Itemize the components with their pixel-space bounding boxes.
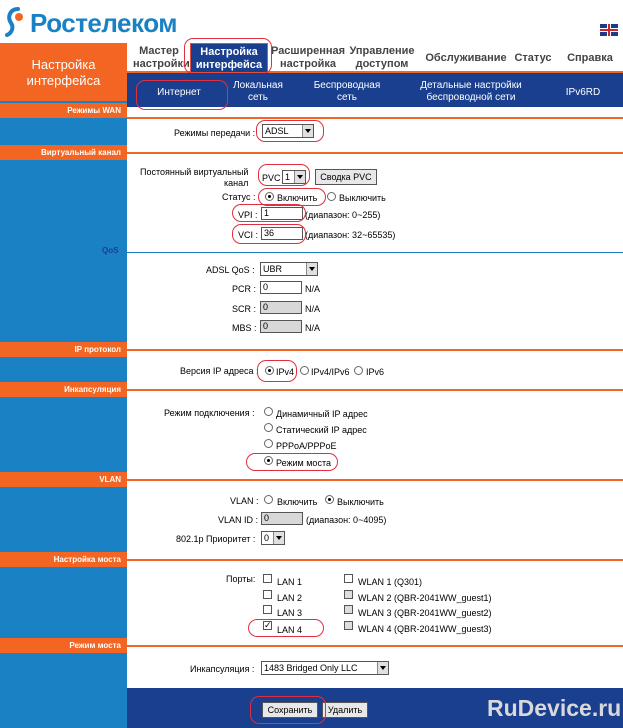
nav-wizard[interactable]: Мастер настройки — [133, 45, 190, 70]
wlan2-checkbox[interactable] — [344, 590, 353, 599]
scr-na: N/A — [305, 304, 321, 314]
vlan-off-radio[interactable] — [325, 495, 334, 504]
vci-range: (диапазон: 32~65535) — [305, 230, 396, 240]
wlan1-checkbox[interactable] — [344, 574, 353, 583]
nav-interface-setup[interactable]: Настройка интерфейса — [190, 43, 268, 73]
lan1-checkbox[interactable] — [263, 574, 272, 583]
wan-mode-select[interactable]: ADSL — [262, 124, 314, 138]
nav-status[interactable]: Статус — [514, 52, 552, 64]
subnav-internet[interactable]: Интернет — [157, 87, 201, 98]
nav-advanced[interactable]: Расширенная настройка — [271, 45, 346, 70]
ipv6-label: IPv6 — [366, 367, 385, 377]
static-ip-label: Статический IP адрес — [276, 425, 367, 435]
static-ip-radio[interactable] — [264, 423, 273, 432]
wlan2-label: WLAN 2 (QBR-2041WW_guest1) — [358, 593, 492, 603]
lan3-checkbox[interactable] — [263, 605, 272, 614]
save-button[interactable]: Сохранить — [262, 702, 318, 718]
section-qos: QoS — [102, 246, 119, 255]
vci-input[interactable]: 36 — [261, 227, 303, 240]
vlan-id-range: (диапазон: 0~4095) — [306, 515, 387, 525]
section-qos-line — [127, 252, 623, 253]
section-bridge-mode: Режим моста — [0, 638, 127, 653]
pvc-summary-button[interactable]: Сводка PVC — [315, 169, 377, 185]
vlan-id-input[interactable]: 0 — [261, 512, 303, 525]
highlight-bridge — [246, 453, 338, 471]
highlight-pvc — [258, 164, 310, 186]
sidebar-title-line2: интерфейса — [26, 73, 101, 88]
section-vlan-line — [127, 479, 623, 481]
pcr-input[interactable]: 0 — [260, 281, 302, 294]
status-on-label: Включить — [277, 193, 318, 203]
lan3-label: LAN 3 — [277, 608, 303, 618]
highlight-vpi — [232, 204, 306, 222]
section-encapsulation: Инкапсуляция — [0, 382, 127, 397]
watermark: RuDevice.ru — [487, 695, 622, 721]
mbs-input[interactable]: 0 — [260, 320, 302, 333]
nav-maintenance[interactable]: Обслуживание — [425, 52, 507, 64]
wan-mode-label: Режимы передачи : — [174, 128, 256, 138]
wlan4-label: WLAN 4 (QBR-2041WW_guest3) — [358, 624, 492, 634]
vlan-on-label: Включить — [277, 497, 318, 507]
vpi-label: VPI : — [238, 210, 258, 220]
pppoe-label: PPPoA/PPPoE — [276, 441, 337, 451]
lan2-checkbox[interactable] — [263, 590, 272, 599]
logo-icon — [4, 5, 30, 37]
status-label: Статус : — [222, 192, 256, 202]
sidebar-title-line1: Настройка — [31, 57, 96, 72]
highlight-vci — [232, 224, 306, 244]
lan4-checkbox[interactable]: ✓ — [264, 620, 272, 630]
vlan-id-label: VLAN ID : — [218, 515, 259, 525]
qos-label: ADSL QoS : — [206, 265, 255, 275]
wlan4-checkbox[interactable] — [344, 621, 353, 630]
lan2-label: LAN 2 — [277, 593, 303, 603]
encapsulation-select[interactable]: 1483 Bridged Only LLC — [261, 661, 389, 675]
pvc-select[interactable]: 1 — [282, 170, 306, 184]
dynamic-ip-label: Динамичный IP адрес — [276, 409, 368, 419]
subnav-ipv6rd[interactable]: IPv6RD — [565, 87, 601, 98]
encapsulation-label: Инкапсуляция : — [190, 664, 255, 674]
section-bridge-mode-line — [127, 645, 623, 647]
section-ip-line — [127, 349, 623, 351]
highlight-nav — [184, 38, 272, 74]
language-flag-icon[interactable] — [600, 24, 618, 36]
ipv4v6-radio[interactable] — [300, 366, 309, 375]
subnav-lan[interactable]: Локальная сеть — [233, 80, 283, 103]
chevron-down-icon — [306, 263, 317, 275]
highlight-wan — [256, 120, 324, 142]
pcr-na: N/A — [305, 284, 321, 294]
left-column — [0, 101, 127, 728]
section-wan: Режимы WAN — [0, 103, 127, 118]
status-off-radio[interactable] — [327, 192, 336, 201]
vlan-off-label: Выключить — [337, 497, 384, 507]
ipv6-radio[interactable] — [354, 366, 363, 375]
wlan3-checkbox[interactable] — [344, 605, 353, 614]
highlight-internet — [136, 80, 228, 110]
nav-access[interactable]: Управление доступом — [349, 45, 415, 70]
section-encap-line — [127, 389, 623, 391]
pcr-label: PCR : — [232, 284, 257, 294]
vlan-label: VLAN : — [230, 496, 259, 506]
vlan-on-radio[interactable] — [264, 495, 273, 504]
mbs-na: N/A — [305, 323, 321, 333]
subnav-wireless-advanced[interactable]: Детальные настройки беспроводной сети — [420, 80, 522, 103]
qos-select[interactable]: UBR — [260, 262, 318, 276]
pvc-label-1: Постоянный виртуальный — [140, 167, 249, 177]
delete-button[interactable]: Удалить — [322, 702, 368, 718]
highlight-ipv4 — [257, 360, 297, 382]
ip-version-label: Версия IP адреса : — [180, 366, 259, 376]
pvc-label-2: канал — [224, 178, 249, 188]
lan4-label: LAN 4 — [277, 625, 303, 635]
wlan3-label: WLAN 3 (QBR-2041WW_guest2) — [358, 608, 492, 618]
mbs-label: MBS : — [232, 323, 257, 333]
section-vc-line — [127, 152, 623, 154]
priority-select[interactable]: 0 — [261, 531, 285, 545]
vpi-range: (диапазон: 0~255) — [305, 210, 381, 220]
scr-input[interactable]: 0 — [260, 301, 302, 314]
nav-help[interactable]: Справка — [567, 52, 613, 64]
highlight-save — [250, 696, 326, 724]
chevron-down-icon — [273, 532, 284, 544]
ports-label: Порты: — [226, 574, 256, 584]
section-wan-line — [127, 117, 623, 119]
section-virtual-channel: Виртуальный канал — [0, 145, 127, 160]
scr-label: SCR : — [232, 304, 257, 314]
lan1-label: LAN 1 — [277, 577, 303, 587]
vci-label: VCI : — [238, 230, 259, 240]
vpi-input[interactable]: 1 — [261, 207, 303, 220]
status-off-label: Выключить — [339, 193, 386, 203]
ipv4-label: IPv4 — [276, 367, 295, 377]
section-vlan: VLAN — [0, 472, 127, 487]
section-bridge-setup: Настройка моста — [0, 552, 127, 567]
sidebar-title — [0, 43, 127, 101]
chevron-down-icon — [377, 662, 388, 674]
ipv4v6-label: IPv4/IPv6 — [311, 367, 350, 377]
brand-logo: Ростелеком — [30, 8, 177, 38]
dynamic-ip-radio[interactable] — [264, 407, 273, 416]
wlan1-label: WLAN 1 (Q301) — [358, 577, 423, 587]
section-bridge-line — [127, 559, 623, 561]
pvc-prefix: PVC — [262, 173, 281, 183]
section-ip-protocol: IP протокол — [0, 342, 127, 357]
highlight-lan4 — [248, 619, 324, 637]
bridge-mode-label: Режим моста — [276, 458, 331, 468]
pppoe-radio[interactable] — [264, 439, 273, 448]
priority-label: 802.1p Приоритет : — [176, 534, 256, 544]
connection-mode-label: Режим подключения : — [164, 408, 255, 418]
subnav-wireless[interactable]: Беспроводная сеть — [313, 80, 381, 103]
